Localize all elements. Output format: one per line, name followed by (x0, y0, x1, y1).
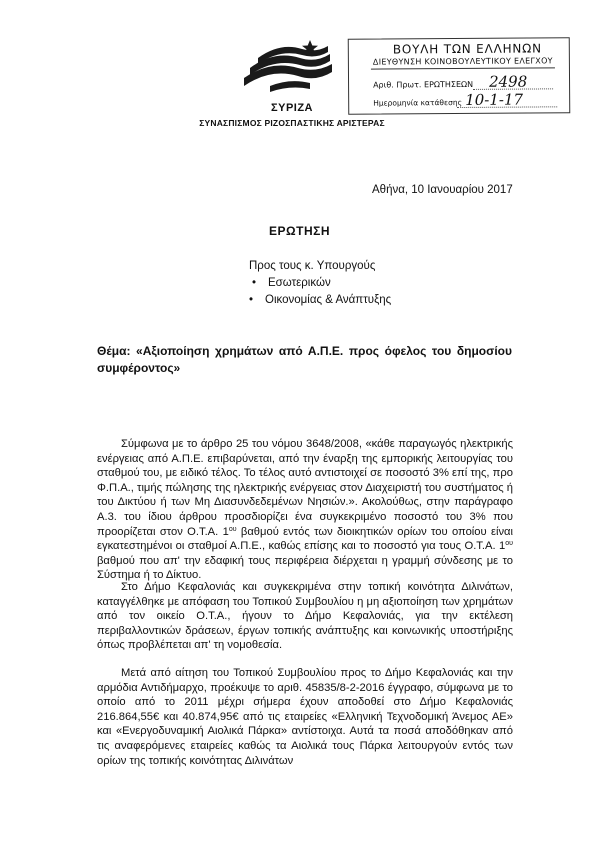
body-paragraph (97, 437, 513, 583)
stamp-protocol-number: 2498 (488, 72, 528, 91)
stamp-department: ΔΙΕΥΘΥΝΣΗ ΚΟΙΝΟΒΟΥΛΕΥΤΙΚΟΥ ΕΛΕΓΧΟΥ (372, 56, 553, 67)
recipients-heading: Προς τους κ. Υπουργούς (249, 260, 376, 272)
ministry-item (252, 277, 331, 289)
stamp-title: ΒΟΥΛΗ ΤΩΝ ΕΛΛΗΝΩΝ (392, 41, 542, 57)
party-subtitle: ΣΥΝΑΣΠΙΣΜΟΣ ΡΙΖΟΣΠΑΣΤΙΚΗΣ ΑΡΙΣΤΕΡΑΣ (199, 118, 385, 128)
superscript: ου (228, 525, 237, 533)
paragraph-text: βαθμού που απ' την εδαφική τους περιφέρεια διέρχεται η γραμμή σύνδεσης με το Σύστημα ή το Δίκτυο. (97, 554, 513, 582)
document-date: Αθήνα, 10 Ιανουαρίου 2017 (372, 184, 513, 196)
ministry-item (249, 294, 391, 306)
paragraph-text: βαθμού εντός των διοικητικών ορίων του οποίου είναι εγκατεστημένοι οι σταθμοί Α.Π.Ε., καθώς επίσης και το ποσοστό για τους Ο.Τ.Α. 1 (97, 525, 513, 553)
syriza-flags-star-logo (240, 38, 340, 96)
parliament-stamp (348, 37, 571, 115)
stamp-protocol-label: Αριθ. Πρωτ. ΕΡΩΤΗΣΕΩΝ (373, 79, 474, 90)
stamp-divider (371, 67, 555, 69)
body-paragraph: Στο Δήμο Κεφαλονιάς και συγκεκριμένα στην τοπική κοινότητα Διλινάτων, καταγγέλθηκε με απόφαση του Τοπικού Συμβουλίου η μη αξιοποίηση των χρημάτων από τον οικείο Ο.Τ.Α., ήγουν το Δήμο Κεφαλονιάς, για την εκτέλεση περιβαλλοντικών δράσεων, έργων τοπικής ανάπτυξης και κοινωνικής υποστήριξης όπως προβλέπεται απ' τη νομοθεσία. (97, 581, 513, 652)
stamp-date-value: 10-1-17 (465, 90, 524, 109)
stamp-date-label: Ημερομηνία κατάθεσης (373, 97, 462, 108)
bullet-icon: • (252, 277, 257, 289)
body-paragraph: Μετά από αίτηση του Τοπικού Συμβουλίου προς το Δήμο Κεφαλονιάς και την αρμόδια Αντιδήμαρχο, προέκυψε το αριθ. 45835/8-2-2016 έγγραφο, σύμφωνα με το οποίο από το 2011 μέχρι σήμερα έχουν αποδοθεί στο Δήμο Κεφαλονιάς 216.864,55€ και 40.874,95€ από τις εταιρείες «Ελληνική Τεχνοδομική Άνεμος ΑΕ» και «Ενεργοδυναμική Αιολικά Πάρκα» αντίστοιχα. Αυτά τα ποσά αποδόθηκαν από τις αναφερόμενες εταιρείες καθώς τα Αιολικά τους Πάρκα λειτουργούν εντός των ορίων της τοπικής κοινότητας Διλινάτων (97, 667, 513, 767)
bullet-icon: • (249, 294, 254, 306)
subject-line: Θέμα: «Αξιοποίηση χρημάτων από Α.Π.Ε. προς όφελος του δημοσίου συμφέροντος» (97, 344, 512, 375)
ministry-label: Οικονομίας & Ανάπτυξης (265, 294, 392, 306)
document-title: ΕΡΩΤΗΣΗ (269, 224, 330, 238)
ministry-label: Εσωτερικών (268, 277, 331, 289)
paragraph-text: Σύμφωνα με το άρθρο 25 του νόμου 3648/2008, «κάθε παραγωγός ηλεκτρικής ενέργειας από Α.Π.Ε. επιβαρύνεται, από την έναρξη της εμπορικής λειτουργίας του σταθμού του, με ειδικό τέλος. Το τέλος αυτό αντιστοιχεί σε ποσοστό 3% επί της, προ Φ.Π.Α., τιμής πώλησης της ηλεκτρικής ενέργειας στον Διαχειριστή του συστήματος ή του Δικτύου ή των Μη Διασυνδεδεμένων Νησιών.». Ακολούθως, στην παράγραφο Α.3. του ίδιου άρθρου προσδιορίζει ένα συγκεκριμένο ποσοστό του 3% που προορίζεται στον Ο.Τ.Α. 1 (97, 438, 513, 538)
superscript: ου (505, 540, 513, 548)
party-name: ΣΥΡΙΖΑ (271, 102, 313, 114)
